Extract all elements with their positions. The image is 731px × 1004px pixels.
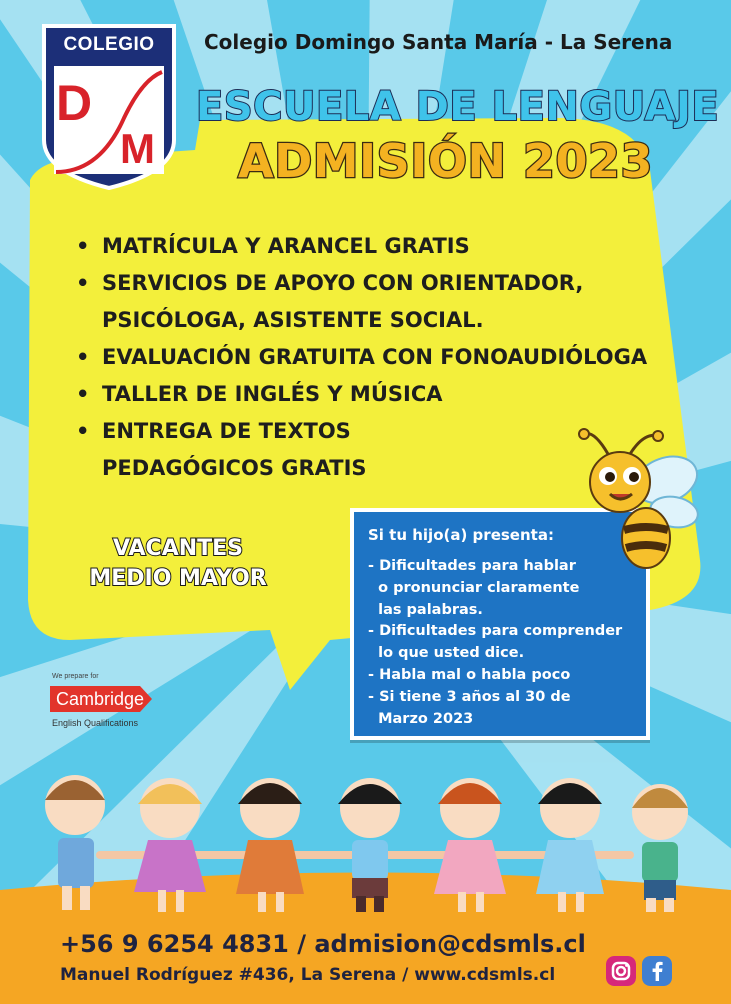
children-illustration	[20, 760, 710, 920]
logo-label: COLEGIO	[63, 34, 155, 55]
info-box-heading: Si tu hijo(a) presenta:	[368, 526, 554, 544]
info-box-line: - Dificultades para hablar	[368, 558, 576, 574]
info-box-line: - Dificultades para comprender	[368, 623, 623, 640]
info-box-line: las palabras.	[368, 601, 483, 618]
logo-letter-m: M	[120, 125, 155, 172]
info-box-line: lo que usted dice.	[368, 645, 525, 662]
title-admision: ADMISIÓN 2023	[238, 134, 654, 188]
cambridge-name: Cambridge	[56, 689, 145, 709]
logo-letter-d: D	[56, 75, 93, 131]
info-box-line: Marzo 2023	[368, 710, 474, 727]
benefit-item: • ENTREGA DE TEXTOS PEDAGÓGICOS GRATIS	[76, 413, 647, 487]
info-box-line: o pronunciar claramente	[368, 579, 580, 596]
info-box-line: - Si tiene 3 años al 30 de	[368, 688, 571, 705]
facebook-icon[interactable]	[642, 956, 672, 986]
benefit-item: • MATRÍCULA Y ARANCEL GRATIS	[76, 228, 647, 265]
instagram-icon[interactable]	[606, 956, 636, 986]
contact-address-web: Manuel Rodríguez #436, La Serena / www.cdsmls.cl	[60, 965, 556, 985]
bee-icon	[548, 420, 708, 580]
school-name: Colegio Domingo Santa María - La Serena	[204, 30, 673, 54]
benefit-item: • TALLER DE INGLÉS Y MÚSICA	[76, 376, 647, 413]
info-box-list	[368, 556, 622, 730]
cambridge-prefix: We prepare for	[52, 673, 99, 680]
contact-phone-email: +56 9 6254 4831 / admision@cdsmls.cl	[60, 930, 586, 958]
info-box-line: - Habla mal o habla poco	[368, 666, 571, 683]
vacancies-line2: MEDIO MAYOR	[89, 566, 267, 591]
vacancies-line1: VACANTES	[112, 536, 244, 561]
cambridge-subtitle: English Qualifications	[52, 718, 139, 728]
title-escuela: ESCUELA DE LENGUAJE	[196, 84, 720, 130]
benefit-item: • SERVICIOS DE APOYO CON ORIENTADOR, PSICÓLOGA, ASISTENTE SOCIAL.	[76, 265, 647, 339]
benefit-item: • EVALUACIÓN GRATUITA CON FONOAUDIÓLOGA	[76, 339, 647, 376]
vacancies-label	[80, 534, 276, 594]
